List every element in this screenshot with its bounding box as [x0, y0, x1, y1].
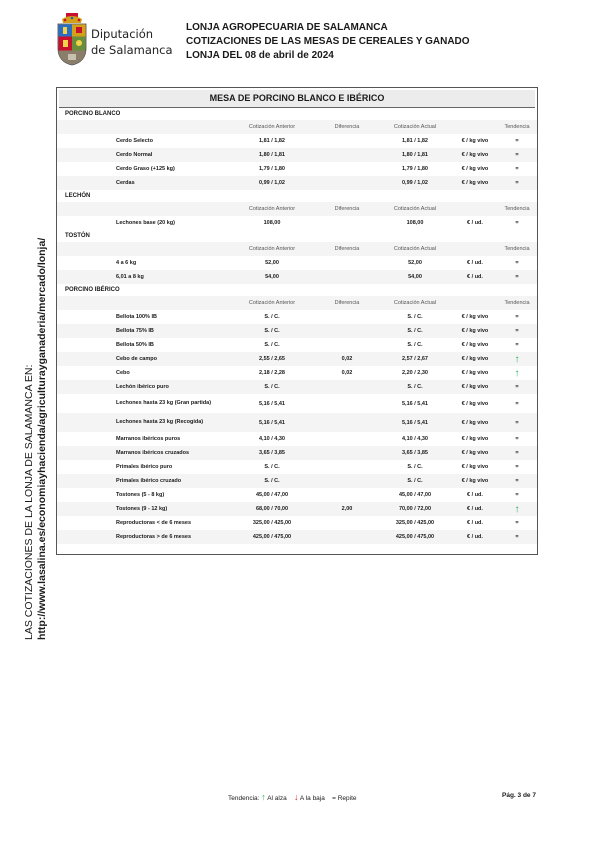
table-row	[57, 488, 537, 502]
row-anterior: 5,16 / 5,41	[259, 419, 285, 426]
row-anterior: S. / C.	[264, 464, 280, 470]
column-header-row	[57, 296, 537, 310]
column-header-row	[57, 242, 537, 256]
row-diferencia: 0,02	[341, 356, 353, 362]
row-name: Tostones (9 - 12 kg)	[116, 505, 168, 512]
row-name: 6,01 a 8 kg	[116, 273, 144, 280]
row-actual: 4,10 / 4,30	[402, 436, 428, 442]
row-actual: 5,16 / 5,41	[402, 419, 428, 426]
row-diferencia	[325, 446, 369, 460]
row-unidad: € / ud.	[467, 534, 483, 540]
row-actual: S. / C.	[407, 314, 423, 320]
row-unidad: € / kg vivo	[461, 436, 489, 442]
col-header-tendencia: Tendencia	[504, 206, 530, 212]
row-diferencia	[325, 216, 369, 230]
row-actual: 1,79 / 1,80	[402, 166, 428, 172]
row-actual: S. / C.	[407, 384, 423, 390]
row-tendencia: =	[515, 220, 519, 226]
row-anterior: S. / C.	[264, 478, 280, 484]
row-unidad: € / kg vivo	[461, 180, 489, 186]
row-unidad: € / kg vivo	[461, 152, 489, 158]
logo-line-1: Diputación	[91, 27, 154, 41]
col-header-tendencia: Tendencia	[504, 246, 530, 252]
row-anterior: 3,65 / 3,85	[259, 450, 285, 456]
row-diferencia	[325, 380, 369, 394]
row-tendencia	[497, 502, 537, 516]
row-diferencia	[325, 148, 369, 162]
row-anterior: 0,99 / 1,02	[259, 180, 285, 186]
row-name: Cebo	[116, 369, 130, 376]
row-anterior: 54,00	[265, 274, 279, 280]
col-header-diferencia: Diferencia	[334, 206, 360, 212]
row-actual: S. / C.	[407, 478, 423, 484]
row-unidad: € / ud.	[467, 492, 483, 498]
row-name: Marranos ibéricos cruzados	[116, 449, 190, 456]
table-row	[57, 270, 537, 284]
row-tendencia: =	[515, 400, 519, 407]
row-actual: 2,57 / 2,67	[402, 356, 428, 362]
row-name: Bellota 50% IB	[116, 341, 154, 348]
row-actual: 70,00 / 72,00	[398, 506, 432, 512]
legend-down-label: A la baja	[299, 795, 325, 802]
table-row	[57, 352, 537, 366]
row-unidad: € / ud.	[467, 274, 483, 280]
row-name: Reproductoras < de 6 meses	[116, 519, 192, 526]
arrow-up-icon: ↑	[514, 503, 520, 515]
col-header-anterior: Cotización Anterior	[248, 300, 296, 306]
row-actual: 5,16 / 5,41	[402, 400, 428, 407]
row-name: Bellota 75% IB	[116, 327, 154, 334]
column-header-row	[57, 120, 537, 134]
arrow-up-icon: ↑	[514, 353, 520, 365]
row-diferencia	[325, 488, 369, 502]
row-diferencia	[325, 394, 369, 413]
row-anterior: 1,79 / 1,80	[259, 166, 285, 172]
row-unidad: € / kg vivo	[461, 370, 489, 376]
section-title: PORCINO BLANCO	[65, 111, 121, 117]
row-unidad: € / ud.	[467, 506, 483, 512]
row-name: Cerdo Normal	[116, 151, 153, 158]
row-anterior: 2,18 / 2,28	[259, 370, 285, 376]
row-diferencia	[325, 134, 369, 148]
table-sections	[57, 108, 537, 544]
row-unidad: € / kg vivo	[461, 166, 489, 172]
row-actual: 325,00 / 425,00	[395, 520, 435, 526]
row-unidad: € / ud.	[467, 260, 483, 266]
row-tendencia: =	[515, 274, 519, 280]
row-unidad: € / kg vivo	[461, 138, 489, 144]
row-tendencia: =	[515, 342, 519, 348]
row-diferencia	[325, 516, 369, 530]
row-name: Cerdo Graso (+125 kg)	[116, 165, 175, 172]
row-diferencia	[325, 176, 369, 190]
row-name: Lechones hasta 23 kg (Recogida)	[116, 419, 204, 426]
row-actual: 0,99 / 1,02	[402, 180, 428, 186]
table-row	[57, 324, 537, 338]
row-name: Cerdas	[116, 179, 135, 186]
section-title: PORCINO IBÉRICO	[65, 287, 120, 293]
table-row	[57, 413, 537, 432]
row-anterior: 1,81 / 1,82	[259, 138, 285, 144]
table-row	[57, 474, 537, 488]
trend-legend	[228, 792, 357, 802]
row-actual: 45,00 / 47,00	[398, 492, 432, 498]
row-anterior: S. / C.	[264, 314, 280, 320]
row-tendencia: =	[515, 520, 519, 526]
col-header-anterior: Cotización Anterior	[248, 124, 296, 130]
row-anterior: 5,16 / 5,41	[259, 400, 285, 407]
table-row	[57, 366, 537, 380]
row-unidad: € / ud.	[467, 220, 483, 226]
row-anterior: 1,80 / 1,81	[259, 152, 285, 158]
page-number: Pág. 3 de 7	[502, 792, 536, 799]
row-tendencia: =	[515, 328, 519, 334]
row-unidad: € / kg vivo	[461, 356, 489, 362]
table-row	[57, 310, 537, 324]
table-row	[57, 380, 537, 394]
col-header-actual: Cotización Actual	[393, 246, 437, 252]
section-title: LECHÓN	[65, 193, 91, 199]
row-tendencia: =	[515, 450, 519, 456]
row-tendencia	[497, 352, 537, 366]
row-anterior: 52,00	[265, 260, 279, 266]
header-line-1: LONJA AGROPECUARIA DE SALAMANCA	[186, 22, 388, 33]
table-row	[57, 460, 537, 474]
row-tendencia: =	[515, 492, 519, 498]
row-anterior: 4,10 / 4,30	[259, 436, 285, 442]
row-tendencia: =	[515, 436, 519, 442]
table-row	[57, 394, 537, 413]
row-diferencia	[325, 530, 369, 544]
row-anterior: S. / C.	[264, 328, 280, 334]
row-tendencia: =	[515, 152, 519, 158]
row-diferencia	[325, 432, 369, 446]
col-header-actual: Cotización Actual	[393, 300, 437, 306]
col-header-actual: Cotización Actual	[393, 124, 437, 130]
row-tendencia: =	[515, 464, 519, 470]
row-unidad: € / kg vivo	[461, 400, 489, 407]
row-actual: 3,65 / 3,85	[402, 450, 428, 456]
table-row	[57, 516, 537, 530]
table-row	[57, 148, 537, 162]
col-header-tendencia: Tendencia	[504, 300, 530, 306]
row-actual: 1,80 / 1,81	[402, 152, 428, 158]
row-tendencia: =	[515, 478, 519, 484]
table-row	[57, 446, 537, 460]
row-name: Bellota 100% IB	[116, 313, 157, 320]
row-diferencia	[325, 324, 369, 338]
col-header-anterior: Cotización Anterior	[248, 206, 296, 212]
row-unidad: € / kg vivo	[461, 419, 489, 426]
diputacion-logo	[55, 12, 175, 68]
row-tendencia: =	[515, 314, 519, 320]
row-diferencia	[325, 162, 369, 176]
row-actual: 1,81 / 1,82	[402, 138, 428, 144]
row-unidad: € / kg vivo	[461, 342, 489, 348]
table-row	[57, 134, 537, 148]
row-tendencia: =	[515, 260, 519, 266]
row-diferencia: 0,02	[341, 370, 353, 376]
row-name: Cerdo Selecto	[116, 137, 153, 144]
legend-up-label: Al alza	[267, 795, 287, 802]
table-row	[57, 162, 537, 176]
row-anterior: 325,00 / 425,00	[252, 520, 292, 526]
header-line-2: COTIZACIONES DE LAS MESAS DE CEREALES Y GANADO	[186, 36, 470, 47]
row-anterior: 45,00 / 47,00	[255, 492, 289, 498]
row-unidad: € / kg vivo	[461, 328, 489, 334]
side-caption-line-1: LAS COTIZACIONES DE LA LONJA DE SALAMANCA EN:	[23, 364, 35, 640]
document-header	[186, 21, 470, 63]
row-name: 4 a 6 kg	[116, 259, 137, 266]
row-tendencia	[497, 366, 537, 380]
price-table	[56, 87, 538, 555]
row-unidad: € / kg vivo	[461, 478, 489, 484]
row-tendencia: =	[515, 384, 519, 390]
coat-of-arms-icon	[55, 12, 89, 66]
row-anterior: 68,00 / 70,00	[255, 506, 289, 512]
table-row	[57, 176, 537, 190]
arrow-up-icon: ↑	[514, 367, 520, 379]
row-diferencia: 2,00	[341, 506, 353, 512]
row-diferencia	[325, 460, 369, 474]
row-actual: 54,00	[408, 274, 422, 280]
table-row	[57, 256, 537, 270]
row-name: Lechones hasta 23 kg (Gran partida)	[116, 400, 212, 407]
column-header-row	[57, 202, 537, 216]
arrow-down-icon: ↓	[293, 792, 299, 802]
row-tendencia: =	[515, 166, 519, 172]
row-diferencia	[325, 270, 369, 284]
row-unidad: € / kg vivo	[461, 384, 489, 390]
row-name: Lechones base (20 kg)	[116, 219, 175, 226]
row-diferencia	[325, 256, 369, 270]
row-name: Tostones (5 - 8 kg)	[116, 491, 165, 498]
row-diferencia	[325, 338, 369, 352]
row-actual: 2,20 / 2,30	[402, 370, 428, 376]
table-row	[57, 432, 537, 446]
row-diferencia	[325, 474, 369, 488]
row-name: Cebo de campo	[116, 355, 157, 362]
row-actual: 108,00	[406, 220, 424, 226]
table-row	[57, 502, 537, 516]
row-actual: 52,00	[408, 260, 422, 266]
row-unidad: € / ud.	[467, 520, 483, 526]
row-unidad: € / kg vivo	[461, 314, 489, 320]
row-name: Primales ibérico puro	[116, 463, 173, 470]
row-tendencia: =	[515, 419, 519, 426]
table-row	[57, 338, 537, 352]
arrow-up-icon: ↑	[261, 792, 266, 802]
row-anterior: S. / C.	[264, 342, 280, 348]
row-actual: S. / C.	[407, 328, 423, 334]
row-unidad: € / kg vivo	[461, 464, 489, 470]
row-name: Primales ibérico cruzado	[116, 477, 182, 484]
table-title: MESA DE PORCINO BLANCO E IBÉRICO	[59, 90, 535, 108]
col-header-diferencia: Diferencia	[334, 300, 360, 306]
col-header-diferencia: Diferencia	[334, 246, 360, 252]
row-name: Marranos ibéricos puros	[116, 435, 181, 442]
row-diferencia	[325, 413, 369, 432]
side-caption-url[interactable]: http://www.lasalina.es/economiayhacienda/agriculturayganaderia/mercado/lonja/	[36, 237, 48, 640]
logo-line-2: de Salamanca	[91, 43, 173, 57]
header-line-3: LONJA DEL 08 de abril de 2024	[186, 50, 334, 61]
row-anterior: S. / C.	[264, 384, 280, 390]
row-diferencia	[325, 310, 369, 324]
row-actual: S. / C.	[407, 464, 423, 470]
col-header-tendencia: Tendencia	[504, 124, 530, 130]
row-tendencia: =	[515, 180, 519, 186]
row-tendencia: =	[515, 534, 519, 540]
row-name: Reproductoras > de 6 meses	[116, 533, 192, 540]
row-anterior: 108,00	[263, 220, 281, 226]
legend-label: Tendencia:	[228, 795, 260, 802]
col-header-diferencia: Diferencia	[334, 124, 360, 130]
row-tendencia: =	[515, 138, 519, 144]
row-name: Lechón ibérico puro	[116, 383, 169, 390]
col-header-actual: Cotización Actual	[393, 206, 437, 212]
section-title: TOSTÓN	[65, 233, 90, 239]
row-anterior: 2,55 / 2,65	[259, 356, 285, 362]
row-actual: S. / C.	[407, 342, 423, 348]
col-header-anterior: Cotización Anterior	[248, 246, 296, 252]
row-anterior: 425,00 / 475,00	[252, 534, 292, 540]
table-row	[57, 530, 537, 544]
table-row	[57, 216, 537, 230]
row-actual: 425,00 / 475,00	[395, 534, 435, 540]
legend-repeat-label: = Repite	[332, 795, 357, 802]
row-unidad: € / kg vivo	[461, 450, 489, 456]
